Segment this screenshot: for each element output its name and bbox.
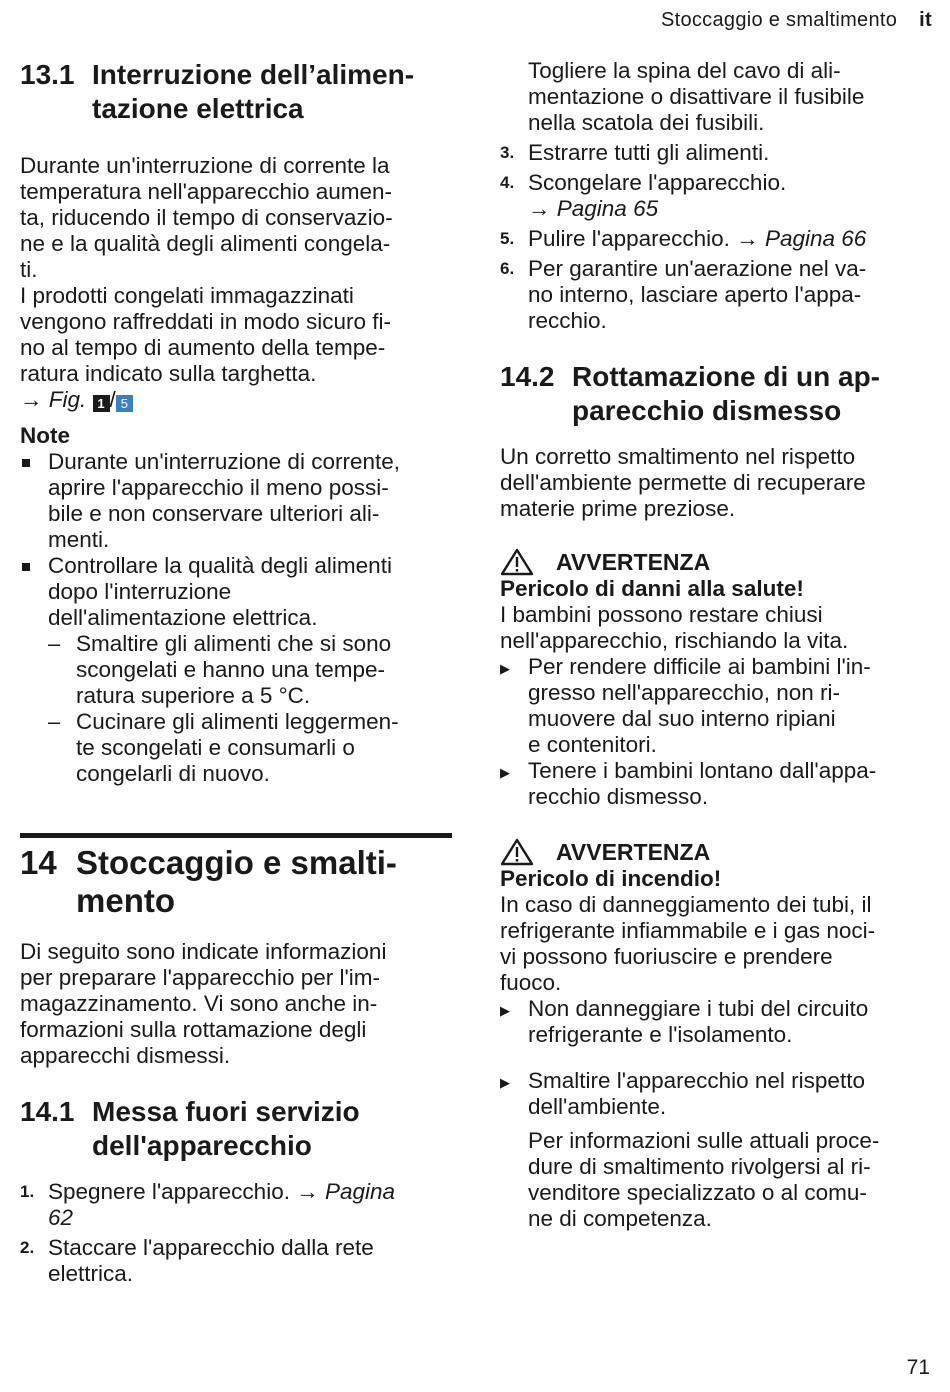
text-line: te scongelati e consumarli o xyxy=(76,735,355,760)
text-line: scongelati e hanno una tempe- xyxy=(76,657,385,682)
step-text: Spegnere l'apparecchio. xyxy=(48,1179,290,1204)
heading-14 xyxy=(20,844,452,920)
arrow-icon: → xyxy=(296,1179,319,1204)
text-line: nella scatola dei fusibili. xyxy=(528,110,765,135)
text-line: e contenitori. xyxy=(528,732,657,757)
paragraph xyxy=(20,153,452,283)
text-line: ne e la qualità degli alimenti congela- xyxy=(20,231,391,256)
step-item xyxy=(500,256,932,334)
dash-bullet: – xyxy=(48,709,61,734)
text-line: dell'ambiente permette di recuperare xyxy=(500,470,866,495)
triangle-bullet-icon: ▶ xyxy=(500,765,510,780)
arrow-icon: → xyxy=(20,387,43,412)
text-line: aprire l'apparecchio il meno possi- xyxy=(48,475,389,500)
step-number: 3. xyxy=(500,143,515,162)
action-item xyxy=(500,758,932,810)
heading-number: 13.1 xyxy=(20,59,75,90)
step-item xyxy=(500,140,932,166)
list-item xyxy=(20,449,452,553)
text-line: gresso nell'apparecchio, non ri- xyxy=(528,680,840,705)
page-link[interactable]: Pagina 65 xyxy=(556,196,659,221)
paragraph xyxy=(500,444,932,522)
step-text: Scongelare l'apparecchio. xyxy=(528,170,787,195)
text-line: In caso di danneggiamento dei tubi, il xyxy=(500,892,872,917)
text-line: vi possono fuoriuscire e prendere xyxy=(500,944,833,969)
step-number: 4. xyxy=(500,173,515,192)
list-item xyxy=(20,553,452,631)
text-line: no interno, lasciare aperto l'appa- xyxy=(528,282,862,307)
step-text: Pulire l'apparecchio. xyxy=(528,226,730,251)
text-line: venditore specializzato o al comu- xyxy=(528,1180,867,1205)
list-item xyxy=(48,709,452,787)
text-line: bile e non conservare ulteriori ali- xyxy=(48,501,380,526)
warning-block xyxy=(500,838,932,1048)
dash-list xyxy=(48,631,452,787)
triangle-bullet-icon: ▶ xyxy=(500,661,510,676)
text-line: fuoco. xyxy=(500,970,562,995)
heading-number: 14.1 xyxy=(20,1096,75,1127)
text-line: Per rendere difficile ai bambini l'in- xyxy=(528,654,871,679)
figure-badge-5[interactable]: 5 xyxy=(116,395,133,412)
warning-triangle-icon xyxy=(500,838,534,866)
text-line: I bambini possono restare chiusi xyxy=(500,602,823,627)
text-line: I prodotti congelati immagazzinati xyxy=(20,283,354,308)
heading-text: Rottamazione di un ap- xyxy=(572,361,880,392)
text-line: dopo l'interruzione xyxy=(48,579,232,604)
text-line: Staccare l'apparecchio dalla rete xyxy=(48,1235,374,1260)
header-language: it xyxy=(919,9,932,31)
heading-13-1 xyxy=(20,58,452,126)
heading-text: Stoccaggio e smalti- xyxy=(76,844,397,881)
figure-separator: / xyxy=(109,387,116,412)
text-line: Togliere la spina del cavo di ali- xyxy=(528,58,841,83)
text-line: recchio dismesso. xyxy=(528,784,709,809)
warning-text xyxy=(500,892,932,996)
action-list xyxy=(500,996,932,1048)
right-column xyxy=(500,58,932,1232)
figure-label: Fig. xyxy=(48,387,87,412)
text-line: Controllare la qualità degli alimenti xyxy=(48,553,392,578)
warning-triangle-icon xyxy=(500,548,534,576)
triangle-bullet-icon: ▶ xyxy=(500,1003,510,1018)
page-number: 71 xyxy=(906,1356,930,1379)
heading-14-1 xyxy=(20,1095,452,1163)
text-line: Di seguito sono indicate informazioni xyxy=(20,939,387,964)
text-line: Tenere i bambini lontano dall'appa- xyxy=(528,758,877,783)
heading-text: Messa fuori servizio xyxy=(92,1096,360,1127)
note-list xyxy=(20,449,452,631)
text-line: dell'alimentazione elettrica. xyxy=(48,605,318,630)
arrow-icon: → xyxy=(736,226,759,251)
text-line: dure di smaltimento rivolgersi al ri- xyxy=(528,1154,871,1179)
warning-heading xyxy=(500,548,932,576)
text-line: no al tempo di aumento della tempe- xyxy=(20,335,386,360)
action-item xyxy=(500,654,932,758)
text-line: ratura indicato sulla targhetta. xyxy=(20,361,317,386)
heading-14-2 xyxy=(500,360,932,428)
text-line: Cucinare gli alimenti leggermen- xyxy=(76,709,399,734)
warning-label: AVVERTENZA xyxy=(556,549,711,575)
step-text: Estrarre tutti gli alimenti. xyxy=(528,140,770,165)
warning-label: AVVERTENZA xyxy=(556,839,711,865)
text-line: ratura superiore a 5 °C. xyxy=(76,683,311,708)
figure-reference[interactable] xyxy=(20,387,452,413)
text-line: muovere dal suo interno ripiani xyxy=(528,706,836,731)
page-link[interactable]: Pagina xyxy=(325,1179,396,1204)
warning-block xyxy=(500,548,932,810)
arrow-icon: → xyxy=(528,196,551,221)
steps-list xyxy=(500,140,932,334)
running-header xyxy=(661,9,932,32)
page-link[interactable]: 62 xyxy=(48,1205,74,1230)
text-line: magazzinamento. Vi sono anche in- xyxy=(20,991,378,1016)
step-number: 5. xyxy=(500,229,515,248)
text-line: refrigerante infiammabile e i gas noci- xyxy=(500,918,876,943)
page-link[interactable]: Pagina 66 xyxy=(764,226,867,251)
text-line: per preparare l'apparecchio per l'im- xyxy=(20,965,381,990)
text-line: Non danneggiare i tubi del circuito xyxy=(528,996,869,1021)
paragraph xyxy=(20,283,452,387)
action-list xyxy=(500,1068,932,1120)
text-line: ne di competenza. xyxy=(528,1206,712,1231)
step-item xyxy=(500,226,932,252)
text-line: Smaltire gli alimenti che si sono xyxy=(76,631,392,656)
text-line: ti. xyxy=(20,257,38,282)
text-line: dell'ambiente. xyxy=(528,1094,667,1119)
step-item xyxy=(20,1179,452,1231)
warning-title: Pericolo di danni alla salute! xyxy=(500,576,804,601)
paragraph xyxy=(20,939,452,1069)
warning-heading xyxy=(500,838,932,866)
left-column xyxy=(20,58,452,1287)
heading-number: 14.2 xyxy=(500,361,555,392)
text-line: menti. xyxy=(48,527,110,552)
steps-list xyxy=(20,1179,452,1287)
square-bullet-icon xyxy=(20,553,48,631)
step-item xyxy=(500,170,932,222)
step-number: 2. xyxy=(20,1238,35,1257)
warning-title: Pericolo di incendio! xyxy=(500,866,722,891)
text-line: Durante un'interruzione di corrente, xyxy=(48,449,400,474)
step-continuation xyxy=(528,58,932,136)
text-line: apparecchi dismessi. xyxy=(20,1043,231,1068)
text-line: ta, riducendo il tempo di conservazio- xyxy=(20,205,393,230)
heading-text: dell'apparecchio xyxy=(92,1130,312,1161)
heading-number: 14 xyxy=(20,844,57,881)
text-line: refrigerante e l'isolamento. xyxy=(528,1022,793,1047)
note-title: Note xyxy=(20,423,70,448)
figure-badge-1[interactable]: 1 xyxy=(93,395,110,412)
warning-text xyxy=(500,602,932,654)
text-line: congelarli di nuovo. xyxy=(76,761,270,786)
text-line: mentazione o disattivare il fusibile xyxy=(528,84,865,109)
header-title: Stoccaggio e smaltimento xyxy=(660,9,898,31)
paragraph xyxy=(528,1128,932,1232)
heading-text: Interruzione dell’alimen- xyxy=(92,59,415,90)
text-line: elettrica. xyxy=(48,1261,134,1286)
text-line: vengono raffreddati in modo sicuro fi- xyxy=(20,309,392,334)
triangle-bullet-icon: ▶ xyxy=(500,1075,510,1090)
text-line: nell'apparecchio, rischiando la vita. xyxy=(500,628,849,653)
step-number: 6. xyxy=(500,259,515,278)
heading-text: tazione elettrica xyxy=(92,93,304,124)
text-line: Per garantire un'aerazione nel va- xyxy=(528,256,867,281)
dash-bullet: – xyxy=(48,631,61,656)
square-bullet-icon xyxy=(20,449,48,553)
action-item xyxy=(500,996,932,1048)
step-item xyxy=(20,1235,452,1287)
step-number: 1. xyxy=(20,1182,35,1201)
text-line: recchio. xyxy=(528,308,607,333)
text-line: Smaltire l'apparecchio nel rispetto xyxy=(528,1068,865,1093)
text-line: Durante un'interruzione di corrente la xyxy=(20,153,390,178)
action-item xyxy=(500,1068,932,1120)
text-line: formazioni sulla rottamazione degli xyxy=(20,1017,367,1042)
heading-text: mento xyxy=(76,882,175,919)
text-line: Un corretto smaltimento nel rispetto xyxy=(500,444,856,469)
text-line: Per informazioni sulle attuali proce- xyxy=(528,1128,880,1153)
heading-text: parecchio dismesso xyxy=(572,395,842,426)
text-line: materie prime preziose. xyxy=(500,496,736,521)
text-line: temperatura nell'apparecchio aumen- xyxy=(20,179,393,204)
list-item xyxy=(48,631,452,709)
action-list xyxy=(500,654,932,810)
